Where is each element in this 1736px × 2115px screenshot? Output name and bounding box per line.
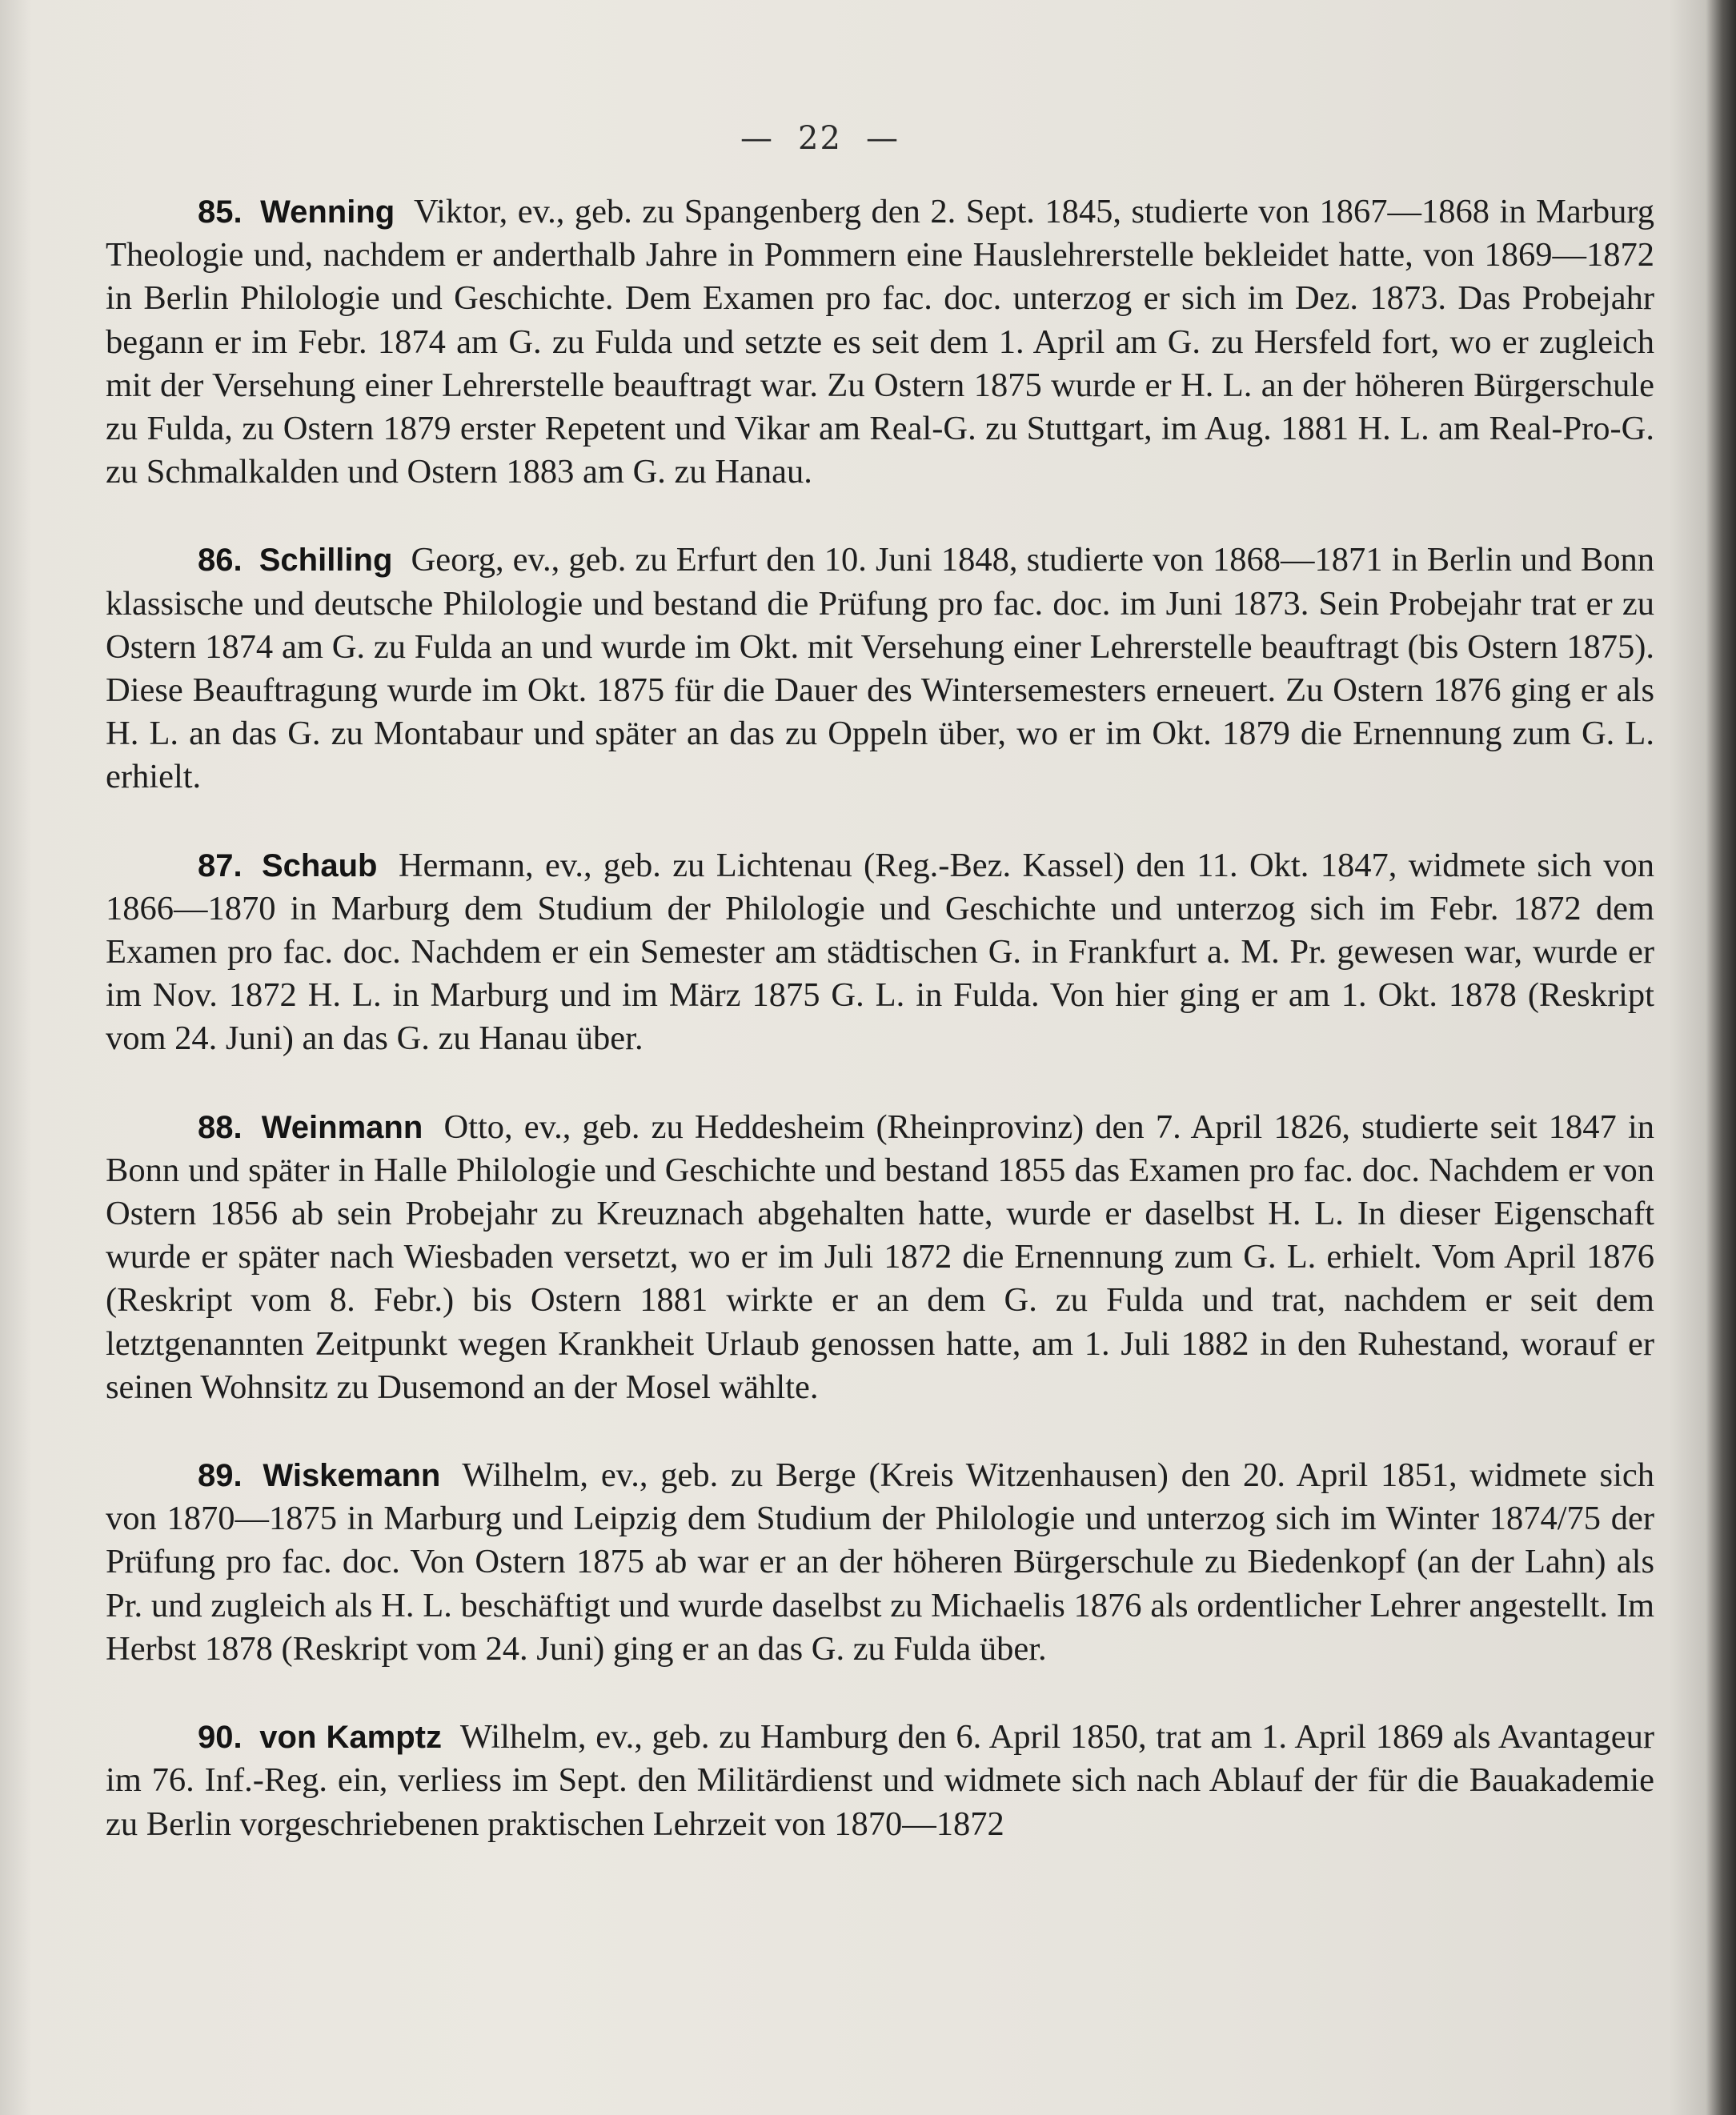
entry-text: Viktor, ev., geb. zu Spangenberg den 2. Sept. 1845, studierte von 1867—1868 in Marburg Theologie und, nachdem er anderthalb Jahre in Pommern eine Hauslehrerstelle bekleidet hatte, von 1869—1872 in Berlin Philologie und Geschichte. Dem Examen pro fac. doc. unterzog er sich im Dez. 1873. Das Probejahr begann er im Febr. 1874 am G. zu Fulda und setzte es seit dem 1. April am G. zu Hersfeld fort, wo er zugleich mit der Versehung einer Lehrerstelle beauftragt war. Zu Ostern 1875 wurde er H. L. an der höheren Bürgerschule zu Fulda, zu Ostern 1879 erster Repetent und Vikar am Real-G. zu Stuttgart, im Aug. 1881 H. L. am Real-Pro-G. zu Schmalkalden und Ostern 1883 am G. zu Hanau.: [106, 193, 1654, 491]
entry-surname: Wenning: [260, 194, 395, 230]
entry-number: 89.: [198, 1458, 243, 1494]
page-number-dash-right: —: [865, 120, 900, 157]
page-number-header: [0, 120, 1736, 157]
entry-number: 88.: [198, 1109, 243, 1145]
entry-number: 85.: [198, 194, 243, 230]
entry-text: Georg, ev., geb. zu Erfurt den 10. Juni 1848, studierte von 1868—1871 in Berlin und Bonn klassische und deutsche Philologie und bestand die Prüfung pro fac. doc. im Juni 1873. Sein Probejahr trat er zu Ostern 1874 am G. zu Fulda an und wurde im Okt. mit Versehung einer Lehrerstelle beauftragt (bis Ostern 1875). Diese Beauftragung wurde im Okt. 1875 für die Dauer des Wintersemesters erneuert. Zu Ostern 1876 ging er als H. L. an das G. zu Montabaur und später an das zu Oppeln über, wo er im Okt. 1879 die Ernennung zum G. L. erhielt.: [106, 541, 1655, 796]
entry-surname: Schaub: [261, 847, 378, 883]
page-left-edge: [0, 0, 32, 2115]
body-text: [106, 190, 1654, 1891]
entry-90: [106, 1716, 1654, 1846]
entry-89: [106, 1454, 1654, 1671]
entry-text: Otto, ev., geb. zu Heddesheim (Rheinprovinz) den 7. April 1826, studierte seit 1847 in Bonn und später in Halle Philologie und Geschichte und bestand 1855 das Examen pro fac. doc. Nachdem er von Ostern 1856 ab sein Probejahr zu Kreuznach abgehalten hatte, wurde er daselbst H. L. In dieser Eigenschaft wurde er später nach Wiesbaden versetzt, wo er im Juli 1872 die Ernennung zum G. L. erhielt. Vom April 1876 (Reskript vom 8. Febr.) bis Ostern 1881 wirkte er an dem G. zu Fulda und trat, nachdem er seit dem letztgenannten Zeitpunkt wegen Krankheit Urlaub genossen hatte, am 1. Juli 1882 in den Ruhestand, worauf er seinen Wohnsitz zu Dusemond an der Mosel wählte.: [106, 1108, 1655, 1406]
entry-85: [106, 190, 1654, 494]
page-right-edge-shadow: [1669, 0, 1736, 2115]
entry-number: 86.: [198, 543, 243, 579]
entry-number: 87.: [198, 847, 243, 883]
entry-surname: Weinmann: [261, 1109, 423, 1145]
page-number-dash-left: —: [740, 120, 775, 157]
entry-88: [106, 1106, 1654, 1409]
entry-86: [106, 539, 1654, 799]
page-number: 22: [798, 120, 842, 157]
entry-surname: Wiskemann: [263, 1458, 441, 1494]
entry-text: Wilhelm, ev., geb. zu Berge (Kreis Witzenhausen) den 20. April 1851, widmete sich von 1870—1875 in Marburg und Leipzig dem Studium der Philologie und unterzog sich im Winter 1874/75 der Prüfung pro fac. doc. Von Ostern 1875 ab war er an der höheren Bürgerschule zu Biedenkopf (an der Lahn) als Pr. und zugleich als H. L. beschäftigt und wurde daselbst zu Michaelis 1876 als ordentlicher Lehrer angestellt. Im Herbst 1878 (Reskript vom 24. Juni) ging er an das G. zu Fulda über.: [106, 1456, 1655, 1668]
entry-number: 90.: [198, 1720, 243, 1756]
entry-87: [106, 844, 1654, 1061]
entry-surname: von Kamptz: [259, 1720, 443, 1756]
entry-text: Wilhelm, ev., geb. zu Hamburg den 6. April 1850, trat am 1. April 1869 als Avantageur im 76. Inf.-Reg. ein, verliess im Sept. den Militärdienst und widmete sich nach Ablauf der für die Bauakademie zu Berlin vorgeschriebenen praktischen Lehrzeit von 1870—1872: [106, 1718, 1654, 1843]
entry-surname: Schilling: [259, 543, 393, 579]
entry-text: Hermann, ev., geb. zu Lichtenau (Reg.-Bez. Kassel) den 11. Okt. 1847, widmete sich von 1866—1870 in Marburg dem Studium der Philologie und Geschichte und unterzog sich im Febr. 1872 dem Examen pro fac. doc. Nachdem er ein Semester am städtischen G. in Frankfurt a. M. Pr. gewesen war, wurde er im Nov. 1872 H. L. in Marburg und im März 1875 G. L. in Fulda. Von hier ging er am 1. Okt. 1878 (Reskript vom 24. Juni) an das G. zu Hanau über.: [106, 846, 1655, 1058]
